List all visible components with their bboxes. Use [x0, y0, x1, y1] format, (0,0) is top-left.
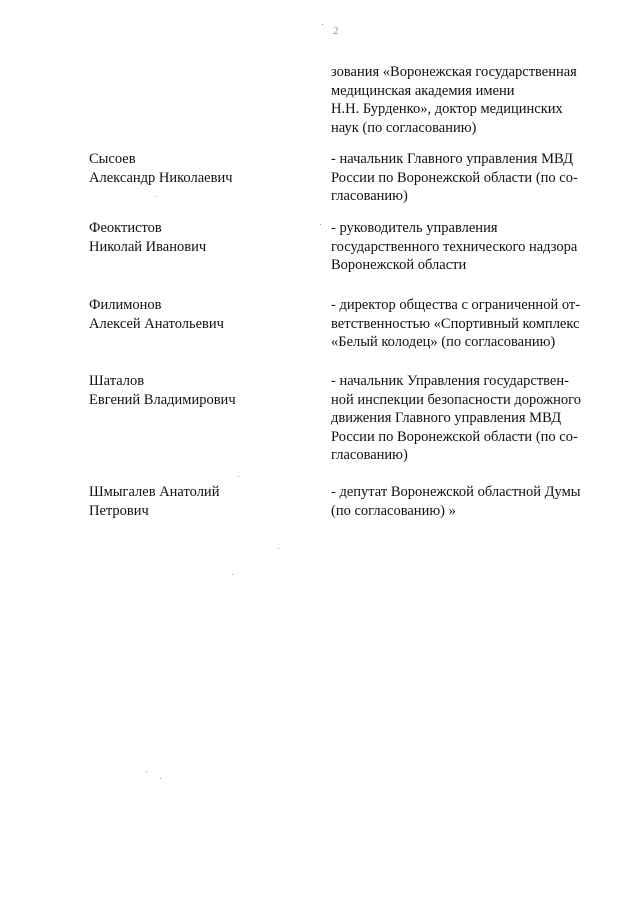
member-name: [89, 372, 289, 409]
scan-speck: [320, 224, 321, 225]
scan-speck: [160, 778, 161, 779]
position-line: - директор общества с ограниченной от-: [331, 297, 581, 313]
scan-speck: [322, 24, 323, 25]
name-line: Николай Иванович: [89, 238, 207, 255]
text-line: медицинская академия имени: [331, 82, 515, 99]
position-line: движения Главного управления МВД: [331, 410, 562, 426]
scan-speck: [278, 548, 279, 549]
member-position: [331, 372, 601, 465]
page-number: 2: [333, 25, 339, 37]
position-line: государственного технического надзора: [331, 238, 578, 255]
name-line: Филимонов: [89, 297, 162, 313]
name-line: Сысоев: [89, 151, 136, 167]
text-line: Н.Н. Бурденко», доктор медицинских: [331, 101, 563, 117]
position-line: гласованию): [331, 188, 408, 204]
name-line: Шмыгалев Анатолий: [89, 484, 220, 500]
position-line: ветственностью «Спортивный комплекс: [331, 315, 580, 332]
text-line: наук (по согласованию): [331, 119, 477, 136]
text-line: зования «Воронежская государственная: [331, 64, 577, 80]
position-line: России по Воронежской области (по со-: [331, 428, 578, 445]
position-line: - начальник Управления государствен-: [331, 373, 569, 389]
member-name: [89, 219, 289, 256]
position-line: Воронежской области: [331, 257, 467, 273]
scan-speck: [238, 476, 239, 477]
member-name: [89, 296, 289, 333]
position-line: - руководитель управления: [331, 220, 498, 236]
member-position: [331, 483, 601, 520]
position-line: России по Воронежской области (по со-: [331, 169, 578, 186]
position-line: «Белый колодец» (по согласованию): [331, 334, 556, 350]
position-line: - начальник Главного управления МВД: [331, 151, 573, 167]
member-position: [331, 150, 601, 206]
name-line: Евгений Владимирович: [89, 391, 236, 408]
member-name: [89, 150, 289, 187]
name-line: Феоктистов: [89, 220, 162, 236]
position-line: - депутат Воронежской областной Думы: [331, 484, 581, 500]
name-line: Шаталов: [89, 373, 145, 389]
name-line: Петрович: [89, 502, 149, 519]
position-line: (по согласованию) »: [331, 502, 456, 519]
name-line: Александр Николаевич: [89, 169, 233, 186]
name-line: Алексей Анатольевич: [89, 315, 224, 332]
scan-speck: [155, 196, 156, 197]
position-line: ной инспекции безопасности дорожного: [331, 391, 581, 408]
member-position: [331, 296, 601, 352]
scan-speck: [146, 771, 147, 772]
member-position: [331, 219, 601, 275]
scan-speck: [232, 574, 233, 575]
member-name: [89, 483, 289, 520]
continuation-text: [331, 63, 601, 137]
position-line: гласованию): [331, 447, 408, 463]
